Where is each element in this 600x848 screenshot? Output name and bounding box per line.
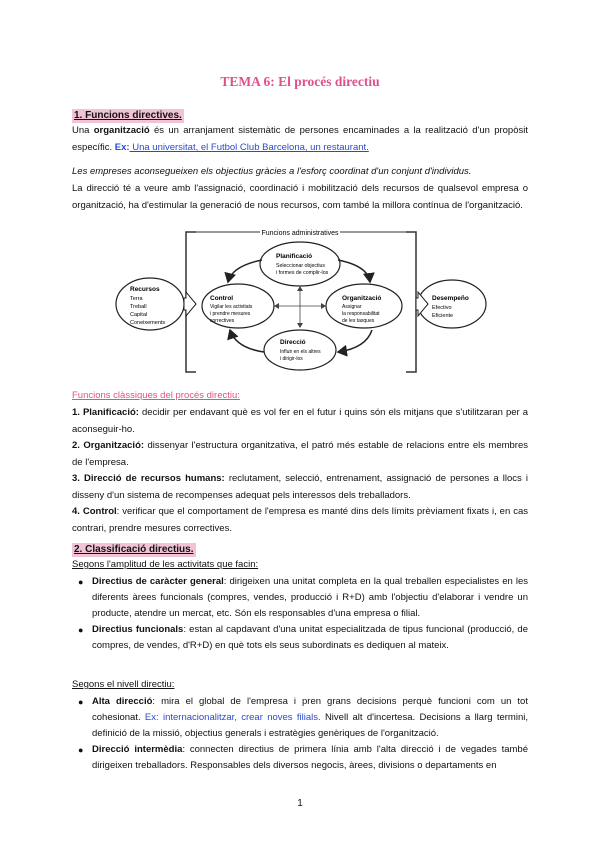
- classic-item-organization: [72, 437, 528, 471]
- text-span: : mira el global de l'empresa i pren grans decisions perquè funcioni com un tot cohesionat.: [92, 696, 528, 723]
- performance-item-1: Eficiente: [432, 313, 454, 319]
- planning-sub-1: i formes de complir-los: [276, 270, 329, 276]
- bold-term: organització: [93, 125, 150, 136]
- bullet-icon: ●: [78, 697, 84, 707]
- page-title: TEMA 6: El procés directiu: [220, 74, 380, 89]
- right-bracket: [406, 232, 416, 372]
- classic-item-hr: [72, 470, 528, 504]
- bullet-top-management: [78, 694, 528, 742]
- page-number: 1: [297, 798, 303, 809]
- performance-title: Desempeño: [432, 295, 469, 302]
- organization-title: Organització: [342, 295, 382, 302]
- direction-title: Direcció: [280, 339, 306, 346]
- bold-term: Directius de caràcter general: [92, 576, 224, 587]
- classic-item-planning: [72, 404, 528, 438]
- planning-title: Planificació: [276, 253, 313, 260]
- text-span: Una: [72, 125, 94, 136]
- direction-sub-1: i dirigir-los: [280, 356, 303, 362]
- performance-item-0: Efectivo: [432, 305, 452, 311]
- bold-term: Alta direcció: [92, 696, 153, 707]
- section-heading-classificacio: 2. Classificació directius.: [74, 544, 194, 555]
- bold-term: 3. Direcció de recursos humans:: [72, 473, 225, 484]
- resources-item-1: Treball: [130, 304, 147, 310]
- control-sub-1: i prendre mesures: [210, 311, 251, 317]
- organization-sub-2: de les tasques: [342, 318, 375, 324]
- bold-term: Direcció intermèdia: [92, 744, 183, 755]
- diagram-top-label: Funcions administratives: [261, 230, 339, 237]
- classic-functions-heading: Funcions clàssiques del procés directiu:: [72, 390, 240, 401]
- bold-term: Directius funcionals: [92, 624, 184, 635]
- example-text: Una universitat, el Futbol Club Barcelona, un restaurant.: [129, 142, 369, 153]
- text-span: Nivell alt d'incertesa. Decisions a llarg termini, definició de la missió, objectius generals i estratègies genèriques de l'organització.: [92, 712, 528, 739]
- bold-term: 2. Organització:: [72, 440, 145, 451]
- text-span: : verificar que el comportament de l'empresa es manté dins dels límits prèviament fixats i, en cas contrari, prendre mesures correctives.: [72, 506, 528, 534]
- control-sub-0: Vigilar les activitats: [210, 304, 253, 310]
- bold-term: 1. Planificació:: [72, 407, 139, 418]
- subheading-amplitud: Segons l'amplitud de les activitats que facin:: [72, 559, 259, 570]
- administrative-functions-diagram: [0, 222, 600, 382]
- resources-item-3: Coneixements: [130, 320, 166, 326]
- direction-sub-0: Influir en els altres: [280, 349, 321, 355]
- bold-term: 4. Control: [72, 506, 117, 517]
- text-span: decidir per endavant què es vol fer en el futur i quins són els mitjans que s'utilitzaran per a aconseguir-ho.: [72, 407, 528, 435]
- example-label: Ex:: [114, 142, 130, 153]
- bullet-icon: ●: [78, 745, 84, 755]
- classic-item-control: [72, 503, 528, 537]
- bullet-functional-directors: [78, 622, 528, 654]
- bullet-general-directors: [78, 574, 528, 622]
- text-span: : estan al capdavant d'una unitat especialitzada de tipus funcional (producció, de compres, de vendes, d'R+D) en què tots els seus subordinats es dediquen al mateix.: [92, 624, 528, 651]
- resources-item-2: Capital: [130, 312, 148, 318]
- text-span: reclutament, selecció, entrenament, assignació de persones a llocs i disseny d'un sistema de recompenses adequat pels interessos dels treballadors.: [72, 473, 529, 501]
- text-span: : connecten directius de primera línia amb l'alta direcció i de vegades també dirigeixen treballadors. Responsables dels diversos negocis, àrees, divisions o departaments en: [92, 744, 528, 771]
- section-heading-funcions: 1. Funcions directives.: [74, 110, 182, 121]
- text-span: : dirigeixen una unitat completa en la qual treballen especialistes en les diferents àrees funcionals (compres, vendes, producció i R+D) amb l'objectiu d'elaborar i vendre un producte, atendre un mercat, etc. Són els responsables d'una empresa o filial.: [92, 576, 528, 619]
- organization-sub-1: la responsabilitat: [342, 311, 380, 317]
- organization-sub-0: Assignar: [342, 304, 362, 310]
- resources-title: Recursos: [130, 286, 160, 293]
- subheading-nivell: Segons el nivell directiu:: [72, 679, 175, 690]
- control-sub-2: correctives: [210, 318, 235, 324]
- text-span: és un arranjament sistemàtic de persones encaminades a la realització d'un propòsit específic.: [72, 125, 528, 153]
- control-title: Control: [210, 295, 234, 302]
- paragraph-objectius: Les empreses aconsegueixen els objectius gràcies a l'esforç coordinat d'un conjunt d'individus.: [72, 166, 472, 177]
- paragraph-organitzacio: [72, 122, 528, 156]
- bullet-icon: ●: [78, 577, 84, 587]
- text-span: dissenyar l'estructura organitzativa, el patró més estable de relacions entre els membres de l'empresa.: [72, 440, 528, 468]
- resources-item-0: Terra: [130, 296, 143, 302]
- bullet-icon: ●: [78, 625, 84, 635]
- paragraph-direccio: La direcció té a veure amb l'assignació, coordinació i mobilització dels recursos de qualsevol empresa o organització, ha d'estimular la generació de nous recursos, com també la millora contínua de l'organització.: [72, 183, 528, 211]
- planning-sub-0: Seleccionar objectius: [276, 263, 326, 269]
- bullet-middle-management: [78, 742, 528, 774]
- example-text: Ex: internacionalitzar, crear noves filials.: [144, 712, 321, 723]
